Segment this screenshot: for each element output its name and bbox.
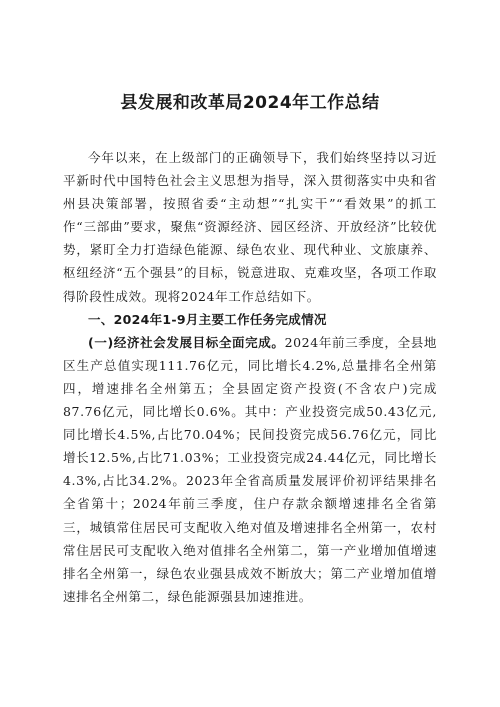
subsection-text: 2024年前三季度，全县地区生产总值实现111.76亿元，同比增长4.2%,总量排名全州第四，增速排名全州第五；全县固定资产投资(不含农户)完成87.76亿元，同比增长0.6%。其中：产业投资完成50.43亿元,同比增长4.5%,占比70.04%；民间投资完成56.76亿元，同比增长12.5%,占比71.03%；工业投资完成24.44亿元，同比增长4.3%,占比34.2%。2023年全省高质量发展评价初评结果排名全省第十；2024年前三季度，住户存款余额增速排名全省第三，城镇常住居民可支配收入绝对值及增速排名全州第一，农村常住居民可支配收入绝对值排名全州第二，第一产业增加值增速排名全州第一，绿色农业强县成效不断放大；第二产业增加值增速排名全州第二，绿色能源强县加速推进。 — [63, 334, 437, 604]
intro-paragraph: 今年以来，在上级部门的正确领导下，我们始终坚持以习近平新时代中国特色社会主义思想为指导，深入贯彻落实中央和省州县决策部署，按照省委“主动想”“扎实干”“看效果”的抓工作“三部曲”要求，聚焦“资源经济、园区经济、开放经济”比较优势，紧盯全力打造绿色能源、绿色农业、现代种业、文旅康养、枢纽经济“五个强县”的目标，锐意进取、克难攻坚，各项工作取得阶段性成效。现将2024年工作总结如下。 — [63, 150, 437, 304]
document-body — [63, 146, 437, 608]
section-paragraph — [63, 331, 437, 608]
section-heading: 一、2024年1-9月主要工作任务完成情况 — [88, 311, 327, 327]
subsection-lead: (一)经济社会发展目标全面完成。 — [88, 334, 285, 350]
document-title: 县发展和改革局2024年工作总结 — [120, 93, 380, 113]
